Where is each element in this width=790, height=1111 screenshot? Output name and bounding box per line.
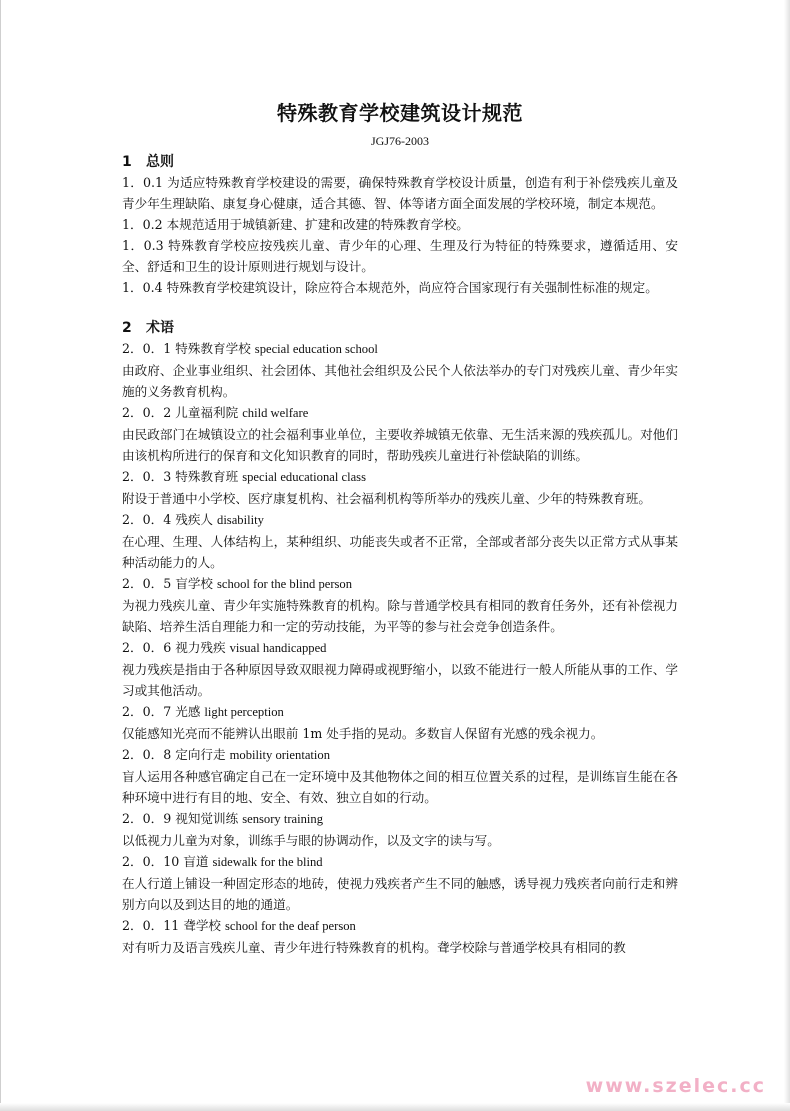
- term-definition: 对有听力及语言残疾儿童、青少年进行特殊教育的机构。聋学校除与普通学校具有相同的教: [122, 940, 626, 955]
- document-body: [122, 98, 678, 958]
- term-name: 2．0．7 光感: [122, 704, 201, 719]
- term-english: special educational class: [242, 470, 366, 484]
- section-title: 术语: [146, 320, 174, 336]
- term-name: 2．0．1 特殊教育学校: [122, 341, 251, 356]
- term-english: visual handicapped: [229, 641, 327, 655]
- term-name: 2．0．4 残疾人: [122, 512, 214, 527]
- term-heading-2-0-3: [122, 466, 678, 488]
- section-heading-1: [122, 152, 678, 172]
- section-title: 总则: [146, 154, 174, 170]
- term-name: 2．0．10 盲道: [122, 854, 209, 869]
- term-heading-2-0-9: [122, 808, 678, 830]
- term-heading-2-0-5: [122, 573, 678, 595]
- term-heading-2-0-1: [122, 338, 678, 360]
- term-name: 2．0．6 视力残疾: [122, 640, 226, 655]
- term-name: 2．0．2 儿童福利院: [122, 405, 239, 420]
- term-english: sidewalk for the blind: [212, 855, 323, 869]
- term-heading-2-0-10: [122, 851, 678, 873]
- term-definition: 在心理、生理、人体结构上，某种组织、功能丧失或者不正常，全部或者部分丧失以正常方式从事某种活动能力的人。: [122, 534, 678, 570]
- section-spacer: [122, 298, 678, 318]
- section-heading-2: [122, 318, 678, 338]
- term-heading-2-0-8: [122, 744, 678, 766]
- page-shadow-bottom: [0, 1103, 790, 1111]
- term-english: sensory training: [242, 812, 323, 826]
- term-name: 2．0．11 聋学校: [122, 918, 222, 933]
- term-english: special education school: [254, 342, 378, 356]
- section-number: 1: [122, 154, 132, 170]
- term-definition: 盲人运用各种感官确定自己在一定环境中及其他物体之间的相互位置关系的过程，是训练盲生能在各种环境中进行有目的地、安全、有效、独立自如的行动。: [122, 769, 678, 805]
- document-title: 特殊教育学校建筑设计规范: [277, 101, 523, 125]
- term-name: 2．0．5 盲学校: [122, 576, 214, 591]
- term-definition: 仅能感知光亮而不能辨认出眼前 1m 处手指的晃动。多数盲人保留有光感的残余视力。: [122, 726, 604, 741]
- term-heading-2-0-2: [122, 402, 678, 424]
- term-definition: 由政府、企业事业组织、社会团体、其他社会组织及公民个人依法举办的专门对残疾儿童、青少年实施的义务教育机构。: [122, 363, 678, 399]
- term-heading-2-0-4: [122, 509, 678, 531]
- term-english: school for the blind person: [217, 577, 353, 591]
- term-definition: 为视力残疾儿童、青少年实施特殊教育的机构。除与普通学校具有相同的教育任务外，还有补偿视力缺陷、培养生活自理能力和一定的劳动技能，为平等的参与社会竞争创造条件。: [122, 598, 678, 634]
- term-definition: 以低视力儿童为对象，训练手与眼的协调动作，以及文字的读与写。: [122, 833, 500, 848]
- term-definition: 在人行道上铺设一种固定形态的地砖，使视力残疾者产生不同的触感，诱导视力残疾者向前行走和辨别方向以及到达目的地的通道。: [122, 876, 678, 912]
- clause-1-0-4: 1．0.4 特殊教育学校建筑设计，除应符合本规范外，尚应符合国家现行有关强制性标准的规定。: [122, 280, 658, 295]
- page-shadow-right: [784, 0, 790, 1111]
- term-name: 2．0．3 特殊教育班: [122, 469, 239, 484]
- clause-1-0-2: 1．0.2 本规范适用于城镇新建、扩建和改建的特殊教育学校。: [122, 217, 469, 232]
- term-name: 2．0．9 视知觉训练: [122, 811, 239, 826]
- term-definition: 附设于普通中小学校、医疗康复机构、社会福利机构等所举办的残疾儿童、少年的特殊教育班。: [122, 491, 651, 506]
- section-number: 2: [122, 320, 132, 336]
- term-heading-2-0-6: [122, 637, 678, 659]
- site-watermark: www.szelec.cc: [585, 1075, 766, 1097]
- document-code: JGJ76-2003: [370, 134, 429, 148]
- term-english: light perception: [204, 705, 284, 719]
- term-english: disability: [217, 513, 264, 527]
- term-definition: 视力残疾是指由于各种原因导致双眼视力障碍或视野缩小，以致不能进行一般人所能从事的工作、学习或其他活动。: [122, 662, 678, 698]
- term-heading-2-0-11: [122, 915, 678, 937]
- clause-1-0-1: 1．0.1 为适应特殊教育学校建设的需要，确保特殊教育学校设计质量，创造有利于补偿残疾儿童及青少年生理缺陷、康复身心健康，适合其德、智、体等诸方面全面发展的学校环境，制定本规范。: [122, 175, 678, 211]
- term-english: child welfare: [242, 406, 309, 420]
- term-heading-2-0-7: [122, 701, 678, 723]
- term-english: school for the deaf person: [225, 919, 356, 933]
- term-english: mobility orientation: [229, 748, 330, 762]
- term-definition: 由民政部门在城镇设立的社会福利事业单位，主要收养城镇无依靠、无生活来源的残疾孤儿。对他们由该机构所进行的保育和文化知识教育的同时，帮助残疾儿童进行补偿缺陷的训练。: [122, 427, 678, 463]
- clause-1-0-3: 1．0.3 特殊教育学校应按残疾儿童、青少年的心理、生理及行为特征的特殊要求，遵循适用、安全、舒适和卫生的设计原则进行规划与设计。: [122, 238, 678, 274]
- term-name: 2．0．8 定向行走: [122, 747, 226, 762]
